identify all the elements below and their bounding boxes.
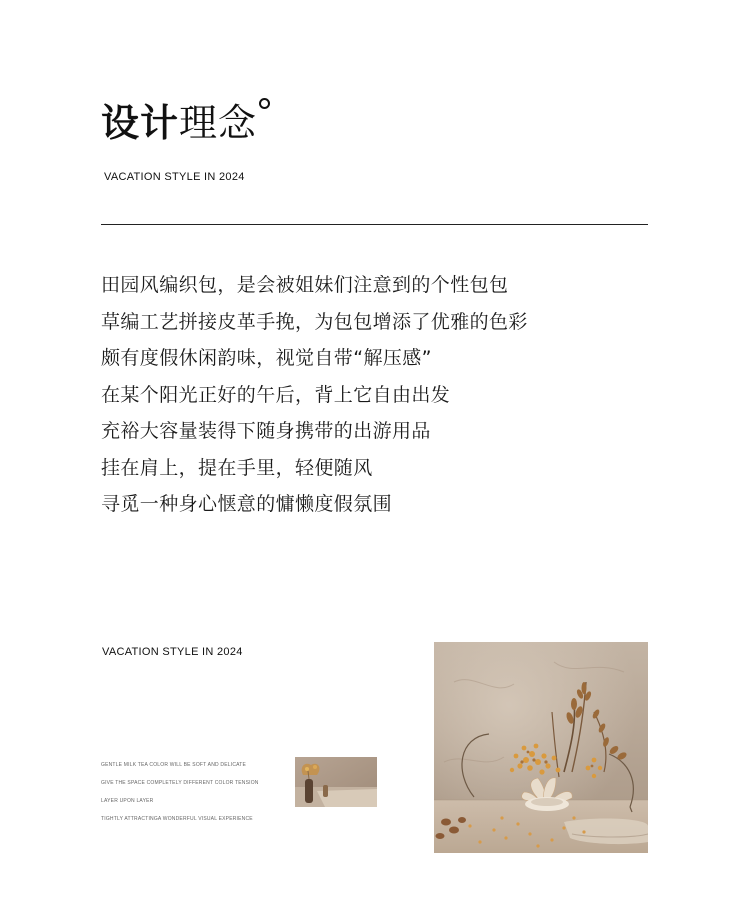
title-bold: 设计 xyxy=(101,101,180,145)
page-title xyxy=(101,98,257,148)
divider xyxy=(101,224,648,225)
subtitle-top: VACATION STYLE IN 2024 xyxy=(104,171,245,183)
caption-line: LAYER UPON LAYER xyxy=(101,798,154,804)
caption-line: GIVE THE SPACE COMPLETELY DIFFERENT COLOR TENSION xyxy=(101,780,259,786)
body-line: 挂在肩上，提在手里，轻便随风 xyxy=(101,456,373,479)
body-line: 颇有度假休闲韵味，视觉自带“解压感” xyxy=(101,347,432,369)
thumbnail-photo xyxy=(295,757,377,807)
caption-line: TIGHTLY ATTRACTINGA WONDERFUL VISUAL EXPERIENCE xyxy=(101,816,253,822)
caption-line: GENTLE MILK TEA COLOR WILL BE SOFT AND DELICATE xyxy=(101,762,247,768)
body-line: 寻觅一种身心惬意的慵懒度假氛围 xyxy=(101,493,393,515)
small-caption xyxy=(101,756,259,828)
degree-mark-icon xyxy=(259,98,270,109)
body-line: 草编工艺拼接皮革手挽，为包包增添了优雅的色彩 xyxy=(101,310,528,333)
body-line: 在某个阳光正好的午后，背上它自由出发 xyxy=(101,383,451,406)
title-light: 理念 xyxy=(179,101,258,145)
body-line: 充裕大容量装得下随身携带的出游用品 xyxy=(101,420,431,442)
body-text xyxy=(101,267,528,523)
floral-arrangement-photo xyxy=(434,642,648,853)
body-line: 田园风编织包，是会被姐妹们注意到的个性包包 xyxy=(101,274,509,296)
subtitle-bottom: VACATION STYLE IN 2024 xyxy=(102,646,243,658)
